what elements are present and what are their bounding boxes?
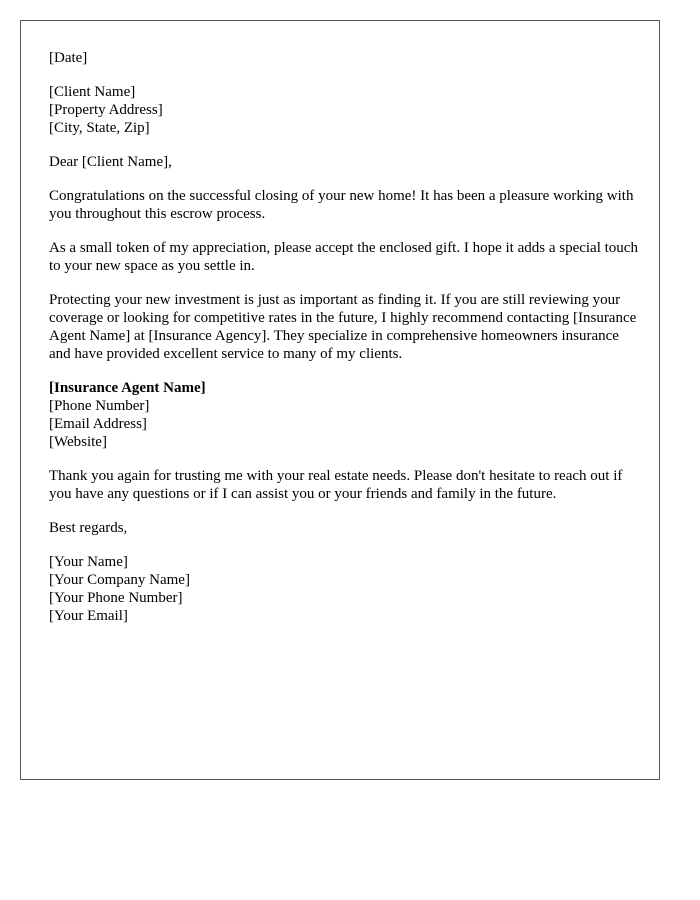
agent-name: [Insurance Agent Name] [49, 380, 206, 396]
date-block [49, 49, 639, 67]
agent-website: [Website] [49, 434, 107, 450]
agent-email: [Email Address] [49, 416, 147, 432]
paragraph-gift: As a small token of my appreciation, please accept the enclosed gift. I hope it adds a special touch to your new space as you settle in. [49, 240, 638, 274]
recipient-city-state-zip: [City, State, Zip] [49, 120, 150, 136]
paragraph-congratulations: Congratulations on the successful closing of your new home! It has been a pleasure working with you throughout this escrow process. [49, 188, 634, 222]
letter-date: [Date] [49, 50, 88, 66]
agent-phone: [Phone Number] [49, 398, 150, 414]
closing: Best regards, [49, 520, 128, 536]
paragraph-thank-you: Thank you again for trusting me with your real estate needs. Please don't hesitate to reach out if you have any questions or if I can assist you or your friends and family in the future. [49, 468, 623, 502]
letter-body [49, 49, 639, 641]
recipient-name: [Client Name] [49, 84, 136, 100]
recipient-address: [Property Address] [49, 102, 163, 118]
agent-contact-block [49, 379, 639, 451]
paragraph-insurance: Protecting your new investment is just as important as finding it. If you are still reviewing your coverage or looking for competitive rates in the future, I highly recommend contacting [Insurance Agent Name] at [Insurance Agency]. They specialize in comprehensive homeowners insurance and have provided excellent service to many of my clients. [49, 292, 637, 362]
salutation: Dear [Client Name], [49, 154, 172, 170]
recipient-block [49, 83, 639, 137]
sender-phone: [Your Phone Number] [49, 590, 183, 606]
sender-signature-block [49, 553, 639, 625]
letter-frame [20, 20, 660, 780]
sender-email: [Your Email] [49, 608, 128, 624]
sender-name: [Your Name] [49, 554, 128, 570]
sender-company: [Your Company Name] [49, 572, 190, 588]
